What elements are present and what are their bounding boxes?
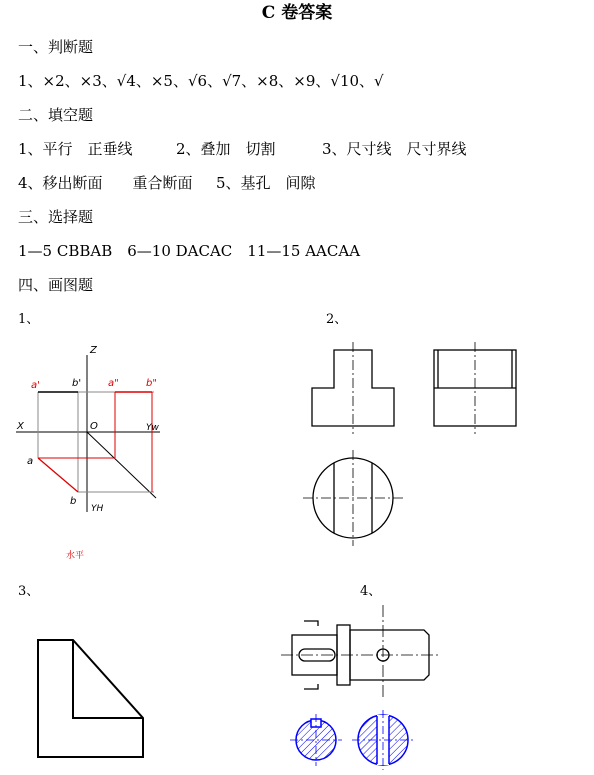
label-b: b	[70, 496, 77, 507]
section-draw-heading: 四、画图题	[18, 276, 94, 294]
label-b2: b"	[146, 378, 157, 389]
label-a1: a'	[31, 380, 40, 391]
draw-item-1-label: 1、	[18, 312, 40, 327]
figure-1-projection	[16, 345, 160, 561]
section-bracket	[304, 684, 318, 689]
fill-answer-2: 2、叠加 切割	[176, 140, 276, 158]
yw-yh-miter-line	[87, 432, 156, 498]
fill-answer-5: 5、基孔 间隙	[216, 174, 316, 192]
fill-answer-4: 4、移出断面 重合断面	[18, 174, 193, 192]
draw-item-2-label: 2、	[326, 312, 348, 327]
label-yw: Yw	[146, 423, 159, 433]
section-judge-heading: 一、判断题	[18, 38, 94, 56]
fill-answer-1: 1、平行 正垂线	[18, 140, 133, 158]
label-b1: b'	[72, 378, 82, 389]
figure-3-view	[38, 640, 143, 757]
section-bracket	[304, 621, 318, 626]
label-z: Z	[90, 345, 97, 356]
annotation-horizontal: 水平	[66, 551, 85, 561]
label-a: a	[27, 456, 34, 467]
line-ab-top-view	[38, 458, 78, 492]
section-fill-heading: 二、填空题	[18, 106, 94, 124]
figure-4-shaft	[281, 605, 440, 700]
draw-item-3-label: 3、	[18, 584, 40, 599]
label-a2: a"	[108, 378, 119, 389]
outer-outline	[38, 640, 143, 757]
page-title: C 卷答案	[261, 3, 333, 23]
draw-item-4-label: 4、	[360, 584, 382, 599]
figure-2-three-views	[303, 342, 516, 546]
judge-answers: 1、×2、×3、√4、×5、√6、√7、×8、×9、√10、√	[18, 72, 384, 90]
label-yh: YH	[91, 504, 104, 514]
label-o: O	[90, 421, 98, 432]
choice-answers: 1—5 CBBAB 6—10 DACAC 11—15 AACAA	[18, 242, 361, 260]
label-x: X	[17, 421, 24, 432]
section-choice-heading: 三、选择题	[18, 208, 94, 226]
fill-answer-3: 3、尺寸线 尺寸界线	[322, 140, 467, 158]
figure-4-sections	[290, 710, 414, 770]
